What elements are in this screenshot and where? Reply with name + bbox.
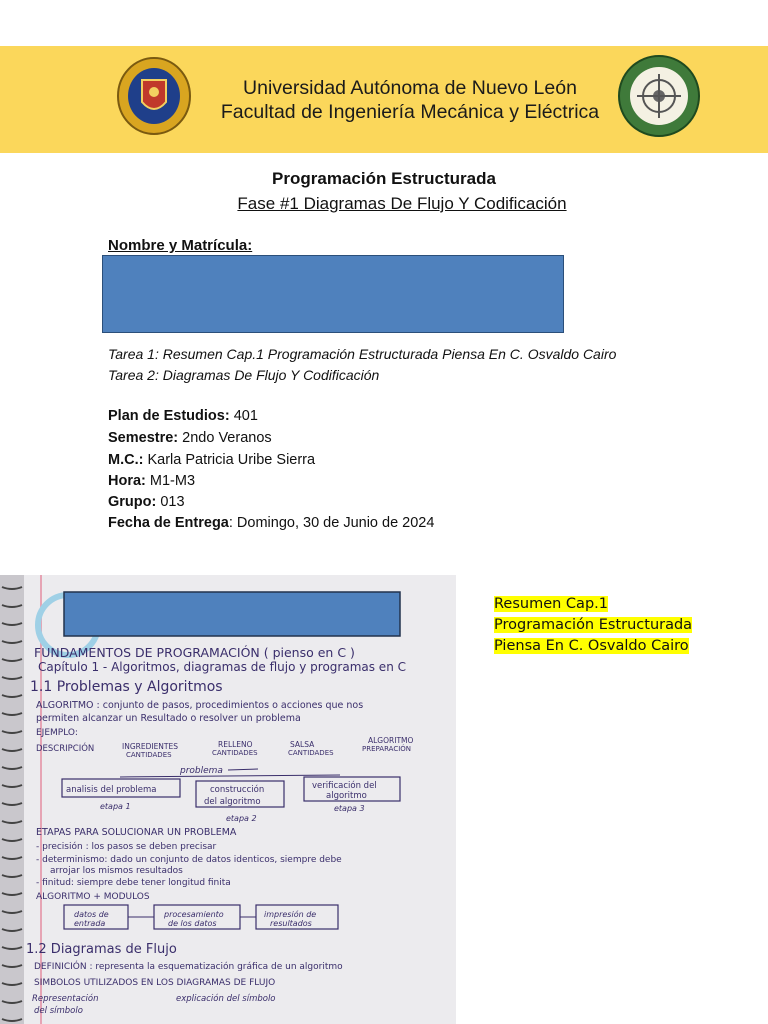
info-label: M.C.: (108, 452, 144, 468)
info-value: M1-M3 (145, 473, 196, 489)
notes-line: - determinismo: dado un conjunto de datos identicos, siempre debe (36, 855, 342, 865)
institution-title (210, 76, 610, 124)
notes-line: PREPARACIÓN (362, 745, 412, 753)
info-value: 401 (229, 408, 258, 424)
fime-seal-logo (617, 54, 701, 138)
notes-photo (0, 575, 456, 1024)
info-label: Semestre: (108, 430, 179, 446)
info-grupo (108, 494, 185, 510)
course-title: Programación Estructurada (272, 169, 496, 188)
notes-line: - finitud: siempre debe tener longitud finita (36, 878, 231, 888)
summary-label (494, 594, 692, 657)
notes-section-2: 1.2 Diagramas de Flujo (26, 942, 177, 957)
redacted-name-box (102, 255, 564, 333)
info-plan (108, 408, 258, 424)
notes-line: permiten alcanzar un Resultado o resolver un problema (36, 713, 301, 724)
info-value: Karla Patricia Uribe Sierra (143, 452, 316, 468)
summary-line-1: Resumen Cap.1 (494, 596, 608, 612)
notes-line: datos de (74, 910, 109, 919)
name-label: Nombre y Matrícula: (108, 237, 253, 254)
info-fecha (108, 515, 434, 531)
notes-line: CANTIDADES (126, 751, 172, 759)
notes-chapter: Capítulo 1 - Algoritmos, diagramas de flujo y programas en C (38, 660, 406, 674)
redacted-notes-name (64, 592, 400, 636)
notes-line: Representación (32, 994, 99, 1004)
notes-line: resultados (270, 919, 312, 928)
notes-line: procesamiento (164, 910, 224, 919)
notes-line: DESCRIPCIÓN (36, 744, 95, 754)
uanl-seal-logo (116, 56, 192, 136)
notes-line: verificación del (312, 781, 377, 791)
faculty-name: Facultad de Ingeniería Mecánica y Eléctrica (220, 101, 600, 123)
notes-section-1: 1.1 Problemas y Algoritmos (30, 679, 223, 695)
notes-line: INGREDIENTES (122, 742, 179, 751)
notes-line: impresión de (264, 910, 317, 919)
summary-line-2: Programación Estructurada (494, 617, 693, 633)
notes-line: etapa 2 (226, 814, 257, 823)
notes-line: problema (180, 766, 223, 776)
notes-line: EJEMPLO: (36, 728, 78, 738)
notes-page (0, 575, 456, 1024)
info-value: 013 (156, 494, 185, 510)
notes-line: ALGORITMO : conjunto de pasos, procedimientos o acciones que nos (36, 700, 364, 711)
notes-line: de los datos (168, 919, 217, 928)
notes-line: - precisión : los pasos se deben precisar (36, 842, 217, 852)
notes-line: ETAPAS PARA SOLUCIONAR UN PROBLEMA (36, 827, 237, 838)
info-hora (108, 473, 195, 489)
info-mc (108, 452, 315, 468)
notes-line: etapa 1 (100, 802, 131, 811)
notes-line: CANTIDADES (288, 749, 334, 757)
notes-line: analisis del problema (66, 785, 157, 795)
notes-line: algoritmo (326, 791, 367, 801)
info-label: Grupo: (108, 494, 157, 510)
notes-line: arrojar los mismos resultados (50, 866, 183, 876)
notes-line: SIMBOLOS UTILIZADOS EN LOS DIAGRAMAS DE FLUJO (34, 978, 276, 988)
notes-line: entrada (74, 919, 106, 928)
task-2: Tarea 2: Diagramas De Flujo Y Codificación (108, 367, 380, 383)
notes-line: DEFINICIÓN : representa la esquematización gráfica de un algoritmo (34, 962, 343, 972)
notes-line: SALSA (290, 740, 315, 749)
notes-line: ALGORITMO + MODULOS (36, 892, 150, 902)
info-value: : Domingo, 30 de Junio de 2024 (228, 515, 435, 531)
task-1: Tarea 1: Resumen Cap.1 Programación Estructurada Piensa En C. Osvaldo Cairo (108, 346, 617, 362)
phase-title: Fase #1 Diagramas De Flujo Y Codificación (237, 194, 567, 213)
summary-line-3: Piensa En C. Osvaldo Cairo (494, 638, 689, 654)
notes-title: FUNDAMENTOS DE PROGRAMACIÓN ( pienso en C ) (34, 645, 355, 660)
info-label: Fecha de Entrega (108, 515, 229, 531)
university-name: Universidad Autónoma de Nuevo León (243, 77, 577, 99)
notes-line: del algoritmo (204, 797, 261, 807)
info-label: Hora: (108, 473, 146, 489)
notes-line: ALGORITMO (368, 736, 414, 745)
info-label: Plan de Estudios: (108, 408, 230, 424)
notes-line: etapa 3 (334, 804, 365, 813)
notes-line: construcción (210, 785, 265, 795)
info-value: 2ndo Veranos (178, 430, 272, 446)
notes-line: CANTIDADES (212, 749, 258, 757)
notes-line: del símbolo (34, 1006, 83, 1016)
notes-line: explicación del símbolo (176, 994, 276, 1004)
info-semestre (108, 430, 272, 446)
notes-line: RELLENO (218, 740, 253, 749)
